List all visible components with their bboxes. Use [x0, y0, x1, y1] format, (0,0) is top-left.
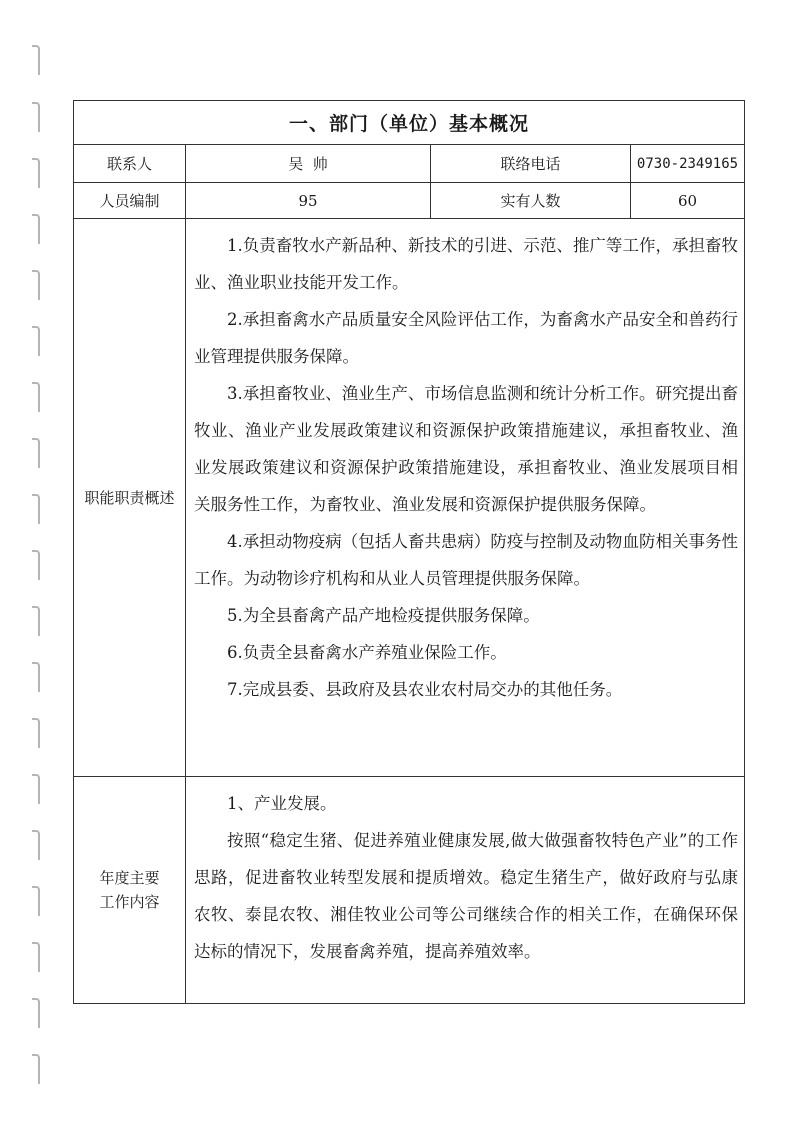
duty-item-2: 2.承担畜禽水产品质量安全风险评估工作，为畜禽水产品安全和兽药行业管理提供服务保障。: [194, 310, 738, 366]
duty-item-7: 7.完成县委、县政府及县农业农村局交办的其他任务。: [227, 680, 623, 699]
binding-marks: [28, 0, 48, 1122]
phone-value: 0730-2349165: [636, 155, 739, 172]
duties-content: [186, 219, 744, 776]
phone-label: 联络电话: [431, 145, 631, 182]
staff-row: [74, 183, 744, 219]
work-label-line2: 工作内容: [99, 893, 160, 911]
work-heading: 1、产业发展。: [227, 794, 337, 813]
work-label: [74, 777, 186, 1003]
actual-staff-value: 60: [677, 191, 698, 210]
staff-quota-value: 95: [186, 183, 431, 218]
duty-item-4: 4.承担动物疫病（包括人畜共患病）防疫与控制及动物血防相关事务性工作。为动物诊疗机构和从业人员管理提供服务保障。: [194, 532, 738, 588]
duty-item-5: 5.为全县畜禽产品产地检疫提供服务保障。: [227, 606, 540, 625]
duty-item-3: 3.承担畜牧业、渔业生产、市场信息监测和统计分析工作。研究提出畜牧业、渔业产业发展政策建议和资源保护政策措施建议，承担畜牧业、渔业发展政策建议和资源保护政策措施建设，承担畜牧业、渔业发展项目相关服务性工作，为畜牧业、渔业发展和资源保护提供服务保障。: [194, 384, 738, 514]
work-content: [186, 777, 744, 1003]
duty-item-1: 1.负责畜牧水产新品种、新技术的引进、示范、推广等工作，承担畜牧业、渔业职业技能开发工作。: [194, 236, 738, 292]
work-label-line1: 年度主要: [99, 869, 160, 887]
table-title: 一、部门（单位）基本概况: [288, 113, 529, 135]
duty-item-6: 6.负责全县畜禽水产养殖业保险工作。: [227, 643, 507, 662]
overview-table: [73, 100, 745, 1004]
contact-label: 联系人: [74, 145, 186, 182]
contact-value: 吴 帅: [186, 145, 431, 182]
work-row: [74, 777, 744, 1003]
contact-row: [74, 145, 744, 183]
work-paragraph: 按照“稳定生猪、促进养殖业健康发展,做大做强畜牧特色产业”的工作思路，促进畜牧业转型发展和提质增效。稳定生猪生产，做好政府与弘康农牧、泰昆农牧、湘佳牧业公司等公司继续合作的相关工作，在确保环保达标的情况下，发展畜禽养殖，提高养殖效率。: [194, 831, 738, 961]
table-title-row: [74, 101, 744, 145]
duties-row: [74, 219, 744, 777]
actual-staff-label: 实有人数: [431, 183, 631, 218]
duties-label: 职能职责概述: [74, 219, 186, 776]
staff-quota-label: 人员编制: [74, 183, 186, 218]
